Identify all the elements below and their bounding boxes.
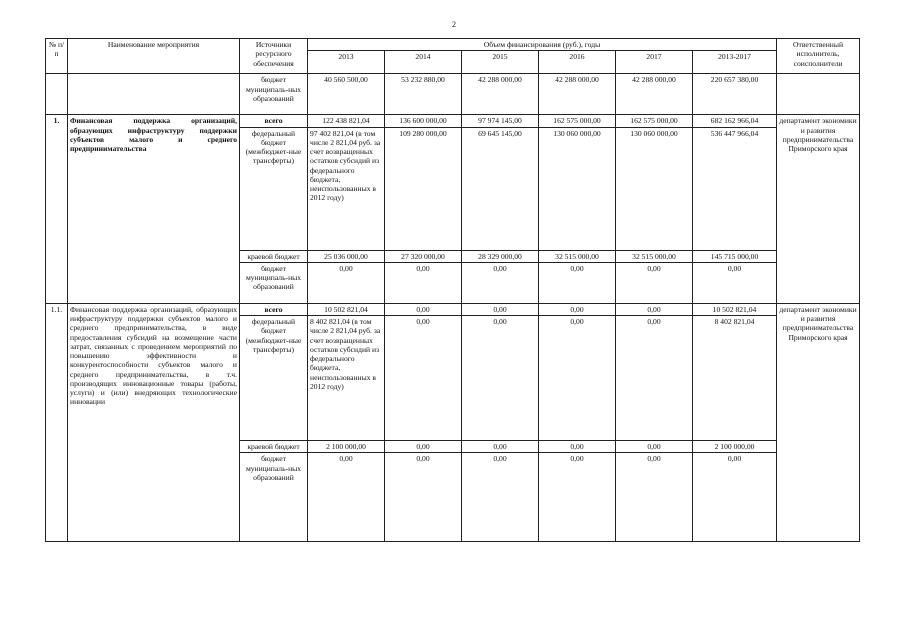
responsible-cell: департамент экономики и развития предпринимательства Приморского края: [777, 303, 860, 542]
value-cell: 42 288 000,00: [616, 74, 693, 115]
table-header-row: [46, 39, 860, 51]
source-cell: бюджет муниципаль-ных образований: [240, 453, 308, 542]
value-cell: 0,00: [308, 453, 385, 542]
value-cell: 0,00: [693, 453, 777, 542]
value-cell: 0,00: [616, 441, 693, 453]
value-cell: 97 974 145,00: [462, 115, 539, 127]
table-row: [46, 74, 860, 115]
value-cell: 130 060 000,00: [539, 127, 616, 250]
value-cell: 0,00: [616, 262, 693, 303]
value-cell: 32 515 000,00: [616, 250, 693, 262]
header-num: № п/п: [46, 39, 68, 74]
source-cell: краевой бюджет: [240, 250, 308, 262]
value-cell: 0,00: [385, 453, 462, 542]
header-year: 2013-2017: [693, 51, 777, 74]
value-cell: 0,00: [308, 262, 385, 303]
header-funding: Объем финансирования (руб.), годы: [308, 39, 777, 51]
value-cell: 42 288 000,00: [462, 74, 539, 115]
value-cell: 682 162 966,04: [693, 115, 777, 127]
value-cell: 0,00: [462, 262, 539, 303]
value-cell: 0,00: [616, 453, 693, 542]
header-responsible: Ответственный исполнитель, соисполнители: [777, 39, 860, 74]
value-cell: 0,00: [385, 303, 462, 315]
header-year: 2014: [385, 51, 462, 74]
value-cell: 0,00: [539, 262, 616, 303]
value-cell: 27 320 000,00: [385, 250, 462, 262]
value-cell: 0,00: [385, 262, 462, 303]
value-cell: 0,00: [462, 453, 539, 542]
value-cell: 10 502 821,04: [693, 303, 777, 315]
value-cell: 0,00: [693, 262, 777, 303]
source-cell: бюджет муниципаль-ных образований: [240, 262, 308, 303]
row-number: 1.1.: [46, 303, 68, 542]
header-year: 2013: [308, 51, 385, 74]
value-cell: 28 329 000,00: [462, 250, 539, 262]
value-cell: 0,00: [462, 316, 539, 441]
row-number: 1.: [46, 115, 68, 304]
value-cell: 10 502 821,04: [308, 303, 385, 315]
value-cell: 97 402 821,04 (в том числе 2 821,04 руб. за счет возвращенных остатков субсидий из федерального бюджета, неиспользованных в 2012 году): [308, 127, 385, 250]
header-name: Наименование мероприятия: [68, 39, 240, 74]
value-cell: 8 402 821,04: [693, 316, 777, 441]
header-year: 2015: [462, 51, 539, 74]
value-cell: 53 232 880,00: [385, 74, 462, 115]
value-cell: 145 715 000,00: [693, 250, 777, 262]
value-cell: 32 515 000,00: [539, 250, 616, 262]
value-cell: 130 060 000,00: [616, 127, 693, 250]
value-cell: 220 657 380,00: [693, 74, 777, 115]
value-cell: 162 575 000,00: [616, 115, 693, 127]
table-row: [46, 115, 860, 127]
empty-cell: [68, 74, 240, 115]
value-cell: 0,00: [385, 316, 462, 441]
source-cell: всего: [240, 303, 308, 315]
value-cell: 0,00: [539, 441, 616, 453]
value-cell: 109 280 000,00: [385, 127, 462, 250]
source-cell: федеральный бюджет (межбюджет-ные трансферты): [240, 127, 308, 250]
value-cell: 40 560 500,00: [308, 74, 385, 115]
value-cell: 2 100 000,00: [693, 441, 777, 453]
value-cell: 25 036 000,00: [308, 250, 385, 262]
table-row: [46, 303, 860, 315]
activity-name: Финансовая поддержка организаций, образующих инфраструктуру поддержки субъектов малого и среднего предпринимательства: [68, 115, 240, 304]
value-cell: 162 575 000,00: [539, 115, 616, 127]
empty-cell: [777, 74, 860, 115]
value-cell: 69 645 145,00: [462, 127, 539, 250]
header-year: 2016: [539, 51, 616, 74]
value-cell: 0,00: [539, 303, 616, 315]
funding-table: [45, 38, 860, 542]
empty-cell: [46, 74, 68, 115]
value-cell: 2 100 000,00: [308, 441, 385, 453]
value-cell: 122 438 821,04: [308, 115, 385, 127]
value-cell: 8 402 821,04 (в том числе 2 821,04 руб. за счет возвращенных остатков субсидий из федерального бюджета, неиспользованных в 2012 году): [308, 316, 385, 441]
value-cell: 42 288 000,00: [539, 74, 616, 115]
source-cell: бюджет муниципаль-ных образований: [240, 74, 308, 115]
value-cell: 136 600 000,00: [385, 115, 462, 127]
header-year: 2017: [616, 51, 693, 74]
source-cell: федеральный бюджет (межбюджет-ные трансферты): [240, 316, 308, 441]
activity-name: Финансовая поддержка организаций, образующих инфраструктуру поддержки субъектов малого и среднего предпринимательства, в виде предоставления субсидий на возмещение части затрат, связанных с проведением мероприятий по повышению эффективности и конкурентоспособности субъектов малого и среднего предпринимательства, в т.ч. производящих инновационные товары (работы, услуги) и (или) внедряющих технологические инновации: [68, 303, 240, 542]
value-cell: 0,00: [539, 316, 616, 441]
value-cell: 0,00: [539, 453, 616, 542]
header-source: Источники ресурсного обеспечения: [240, 39, 308, 74]
source-cell: краевой бюджет: [240, 441, 308, 453]
value-cell: 0,00: [462, 303, 539, 315]
value-cell: 0,00: [462, 441, 539, 453]
responsible-cell: департамент экономики и развития предпринимательства Приморского края: [777, 115, 860, 304]
value-cell: 0,00: [616, 316, 693, 441]
value-cell: 0,00: [616, 303, 693, 315]
value-cell: 0,00: [385, 441, 462, 453]
source-cell: всего: [240, 115, 308, 127]
page-number: 2: [452, 20, 456, 29]
value-cell: 536 447 966,04: [693, 127, 777, 250]
